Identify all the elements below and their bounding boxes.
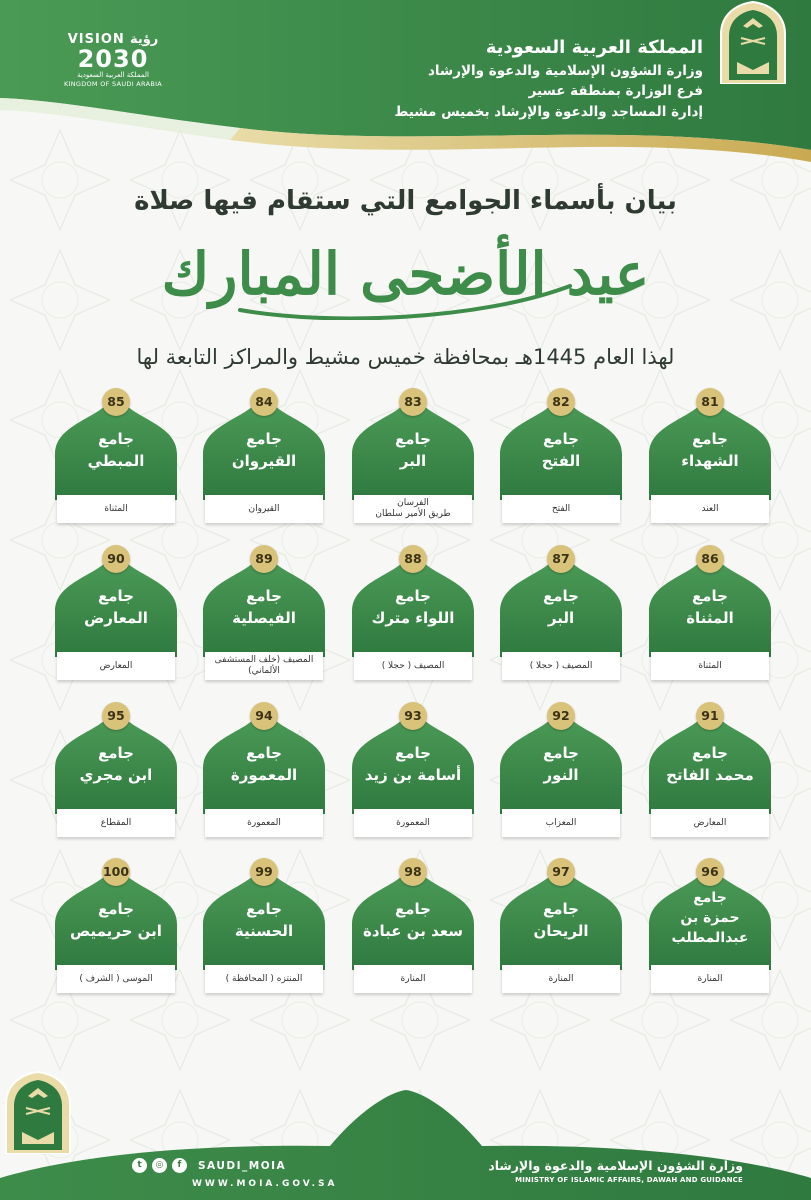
mosque-number-badge: 99 xyxy=(250,858,278,886)
mosque-number-badge: 86 xyxy=(696,545,724,573)
mosque-prefix: جامع xyxy=(395,744,431,762)
mosque-prefix: جامع xyxy=(543,430,579,448)
mosque-prefix: جامع xyxy=(543,900,579,918)
mosque-name xyxy=(352,428,474,472)
mosque-prefix: جامع xyxy=(246,900,282,918)
mosque-location-label: المعمورة xyxy=(354,809,472,837)
mosque-name xyxy=(55,428,177,472)
mosque-number-badge: 83 xyxy=(399,388,427,416)
mosque-name xyxy=(352,585,474,629)
mosque-location-label: المصيف (خلف المستشفى الألماني) xyxy=(205,652,323,680)
mosque-card xyxy=(500,545,622,680)
mosque-location-label: المنارة xyxy=(502,965,620,993)
mosque-name xyxy=(55,585,177,629)
mosque-prefix: جامع xyxy=(98,587,134,605)
mosque-name-line: اللواء مترك xyxy=(371,609,455,627)
mosque-number-badge: 85 xyxy=(102,388,130,416)
mosque-name xyxy=(500,898,622,942)
mosque-name xyxy=(203,898,325,942)
mosque-card xyxy=(352,545,474,680)
facebook-icon[interactable]: f xyxy=(172,1158,187,1173)
mosque-name-line: البر xyxy=(547,609,575,627)
mosque-card xyxy=(55,545,177,680)
mosque-number-badge: 94 xyxy=(250,702,278,730)
mosque-name-line: المبطي xyxy=(87,452,145,470)
mosque-location-label: المعزاب xyxy=(502,809,620,837)
mosque-name xyxy=(203,428,325,472)
mosque-location-label: المقطاع xyxy=(57,809,175,837)
mosque-name xyxy=(55,742,177,786)
mosque-prefix: جامع xyxy=(692,587,728,605)
mosque-name-line: النور xyxy=(543,766,579,784)
vision-word-ar: رؤية xyxy=(129,32,159,47)
vision-kingdom-en: KINGDOM OF SAUDI ARABIA xyxy=(63,80,163,88)
mosque-card xyxy=(649,702,771,837)
subtitle: لهذا العام 1445هـ بمحافظة خميس مشيط والمراكز التابعة لها xyxy=(136,345,675,369)
mosque-card xyxy=(500,702,622,837)
mosque-prefix: جامع xyxy=(692,430,728,448)
mosque-number-badge: 95 xyxy=(102,702,130,730)
main-title: بيان بأسماء الجوامع التي ستقام فيها صلاة xyxy=(134,186,677,216)
mosque-name xyxy=(352,742,474,786)
mosque-number-badge: 81 xyxy=(696,388,724,416)
mosque-card xyxy=(500,858,622,993)
ministry-emblem-icon xyxy=(715,0,791,84)
mosque-card xyxy=(55,388,177,523)
mosque-card xyxy=(55,858,177,993)
mosque-name-line: ابن حريميص xyxy=(70,922,162,940)
mosque-number-badge: 100 xyxy=(102,858,130,886)
mosque-number-badge: 90 xyxy=(102,545,130,573)
mosque-name-line: أسامة بن زيد xyxy=(364,766,462,784)
mosque-location-label: المنارة xyxy=(651,965,769,993)
mosque-prefix: جامع xyxy=(98,900,134,918)
social-handle[interactable]: SAUDI_MOIA xyxy=(198,1159,287,1172)
kingdom-name: المملكة العربية السعودية xyxy=(485,37,703,58)
mosque-location-label: الفتح xyxy=(502,495,620,523)
eid-title xyxy=(0,240,811,308)
mosque-card xyxy=(203,858,325,993)
mosque-name xyxy=(500,428,622,472)
mosque-name xyxy=(500,585,622,629)
mosque-location-label: العند xyxy=(651,495,769,523)
mosque-location-label: المثناة xyxy=(651,652,769,680)
mosque-card xyxy=(649,545,771,680)
mosque-card xyxy=(203,545,325,680)
mosque-prefix: جامع xyxy=(246,587,282,605)
footer-ministry-ar: وزارة الشؤون الإسلامية والدعوة والإرشاد xyxy=(488,1158,743,1173)
mosque-prefix: جامع xyxy=(692,744,728,762)
mosque-card xyxy=(203,702,325,837)
mosque-card xyxy=(649,388,771,523)
mosque-prefix: جامع xyxy=(246,430,282,448)
mosque-prefix: جامع xyxy=(395,900,431,918)
footer-banner xyxy=(0,1070,811,1200)
instagram-icon[interactable]: ◎ xyxy=(152,1158,167,1173)
mosque-location-label: المعارض xyxy=(651,809,769,837)
mosque-prefix: جامع xyxy=(543,587,579,605)
mosque-number-badge: 92 xyxy=(547,702,575,730)
department-name: إدارة المساجد والدعوة والإرشاد بخميس مشيط xyxy=(394,103,703,120)
header-banner xyxy=(0,0,811,190)
eid-calligraphy: عيد الأضحى المبارك xyxy=(161,240,650,308)
mosque-name-line: الحسنية xyxy=(234,922,294,940)
mosque-location-label: المعمورة xyxy=(205,809,323,837)
mosque-location-label: الموسى ( الشرف ) xyxy=(57,965,175,993)
mosque-name-line: عبدالمطلب xyxy=(671,930,749,946)
mosque-location-label: المصيف ( حجلا ) xyxy=(502,652,620,680)
mosque-name xyxy=(352,898,474,942)
mosque-card xyxy=(649,858,771,993)
mosque-number-badge: 96 xyxy=(696,858,724,886)
mosque-name xyxy=(649,742,771,786)
mosque-card xyxy=(352,858,474,993)
vision-kingdom-ar: المملكة العربية السعودية xyxy=(77,71,149,79)
mosque-name-line: المثناة xyxy=(686,609,734,627)
mosque-name-line: الفيصلية xyxy=(232,609,296,627)
mosque-prefix: جامع xyxy=(395,430,431,448)
mosque-prefix: جامع xyxy=(98,430,134,448)
mosque-name-line: حمزة بن xyxy=(680,910,740,926)
mosque-number-badge: 82 xyxy=(547,388,575,416)
mosque-number-badge: 97 xyxy=(547,858,575,886)
mosque-name-line: ابن مجري xyxy=(79,766,153,784)
mosque-prefix: جامع xyxy=(98,744,134,762)
mosque-name xyxy=(55,898,177,942)
mosque-card xyxy=(500,388,622,523)
mosque-name-line: المعارض xyxy=(84,609,148,627)
twitter-icon[interactable]: t xyxy=(132,1158,147,1173)
mosque-name-line: الفتح xyxy=(541,452,581,470)
calligraphy-swash xyxy=(230,280,580,320)
mosque-location-label: القيروان xyxy=(205,495,323,523)
mosque-prefix: جامع xyxy=(543,744,579,762)
mosque-number-badge: 93 xyxy=(399,702,427,730)
mosque-card xyxy=(55,702,177,837)
mosque-name xyxy=(649,585,771,629)
mosque-name-line: سعد بن عبادة xyxy=(362,922,463,940)
ministry-name: وزارة الشؤون الإسلامية والدعوة والإرشاد xyxy=(427,63,703,79)
mosque-location-label: المصيف ( حجلا ) xyxy=(354,652,472,680)
mosque-prefix: جامع xyxy=(693,890,727,906)
mosque-prefix: جامع xyxy=(395,587,431,605)
mosque-name xyxy=(500,742,622,786)
mosque-location-label: المنتزه ( المحافظة ) xyxy=(205,965,323,993)
mosque-name xyxy=(649,888,771,948)
branch-name: فرع الوزارة بمنطقة عسير xyxy=(528,83,703,100)
mosque-card xyxy=(352,388,474,523)
mosque-name xyxy=(203,585,325,629)
footer-emblem-icon xyxy=(0,1070,76,1154)
mosque-location-label: المنارة xyxy=(354,965,472,993)
mosque-name-line: البر xyxy=(399,452,427,470)
mosque-name-line: القيروان xyxy=(231,452,297,470)
footer-ministry-en: MINISTRY OF ISLAMIC AFFAIRS, DAWAH AND GUIDANCE xyxy=(515,1176,743,1184)
vision-word-en: VISION xyxy=(67,32,125,47)
mosque-name-line: المعمورة xyxy=(230,766,298,784)
mosque-number-badge: 91 xyxy=(696,702,724,730)
mosque-location-label: الفرسان طريق الأمير سلطان xyxy=(354,495,472,523)
mosque-card xyxy=(352,702,474,837)
website-link[interactable]: WWW.MOIA.GOV.SA xyxy=(192,1179,338,1189)
mosque-name-line: الريحان xyxy=(533,922,589,940)
mosque-name-line: محمد الفاتح xyxy=(666,766,754,784)
mosque-number-badge: 98 xyxy=(399,858,427,886)
mosque-number-badge: 88 xyxy=(399,545,427,573)
mosque-number-badge: 84 xyxy=(250,388,278,416)
mosque-card xyxy=(203,388,325,523)
vision-year: 2030 xyxy=(77,45,149,73)
mosque-name-line: الشهداء xyxy=(681,452,739,470)
mosque-name xyxy=(649,428,771,472)
mosque-number-badge: 87 xyxy=(547,545,575,573)
mosque-location-label: المعارض xyxy=(57,652,175,680)
vision-2030-logo xyxy=(58,32,168,102)
mosque-number-badge: 89 xyxy=(250,545,278,573)
mosque-prefix: جامع xyxy=(246,744,282,762)
mosque-location-label: المثناة xyxy=(57,495,175,523)
mosque-name xyxy=(203,742,325,786)
